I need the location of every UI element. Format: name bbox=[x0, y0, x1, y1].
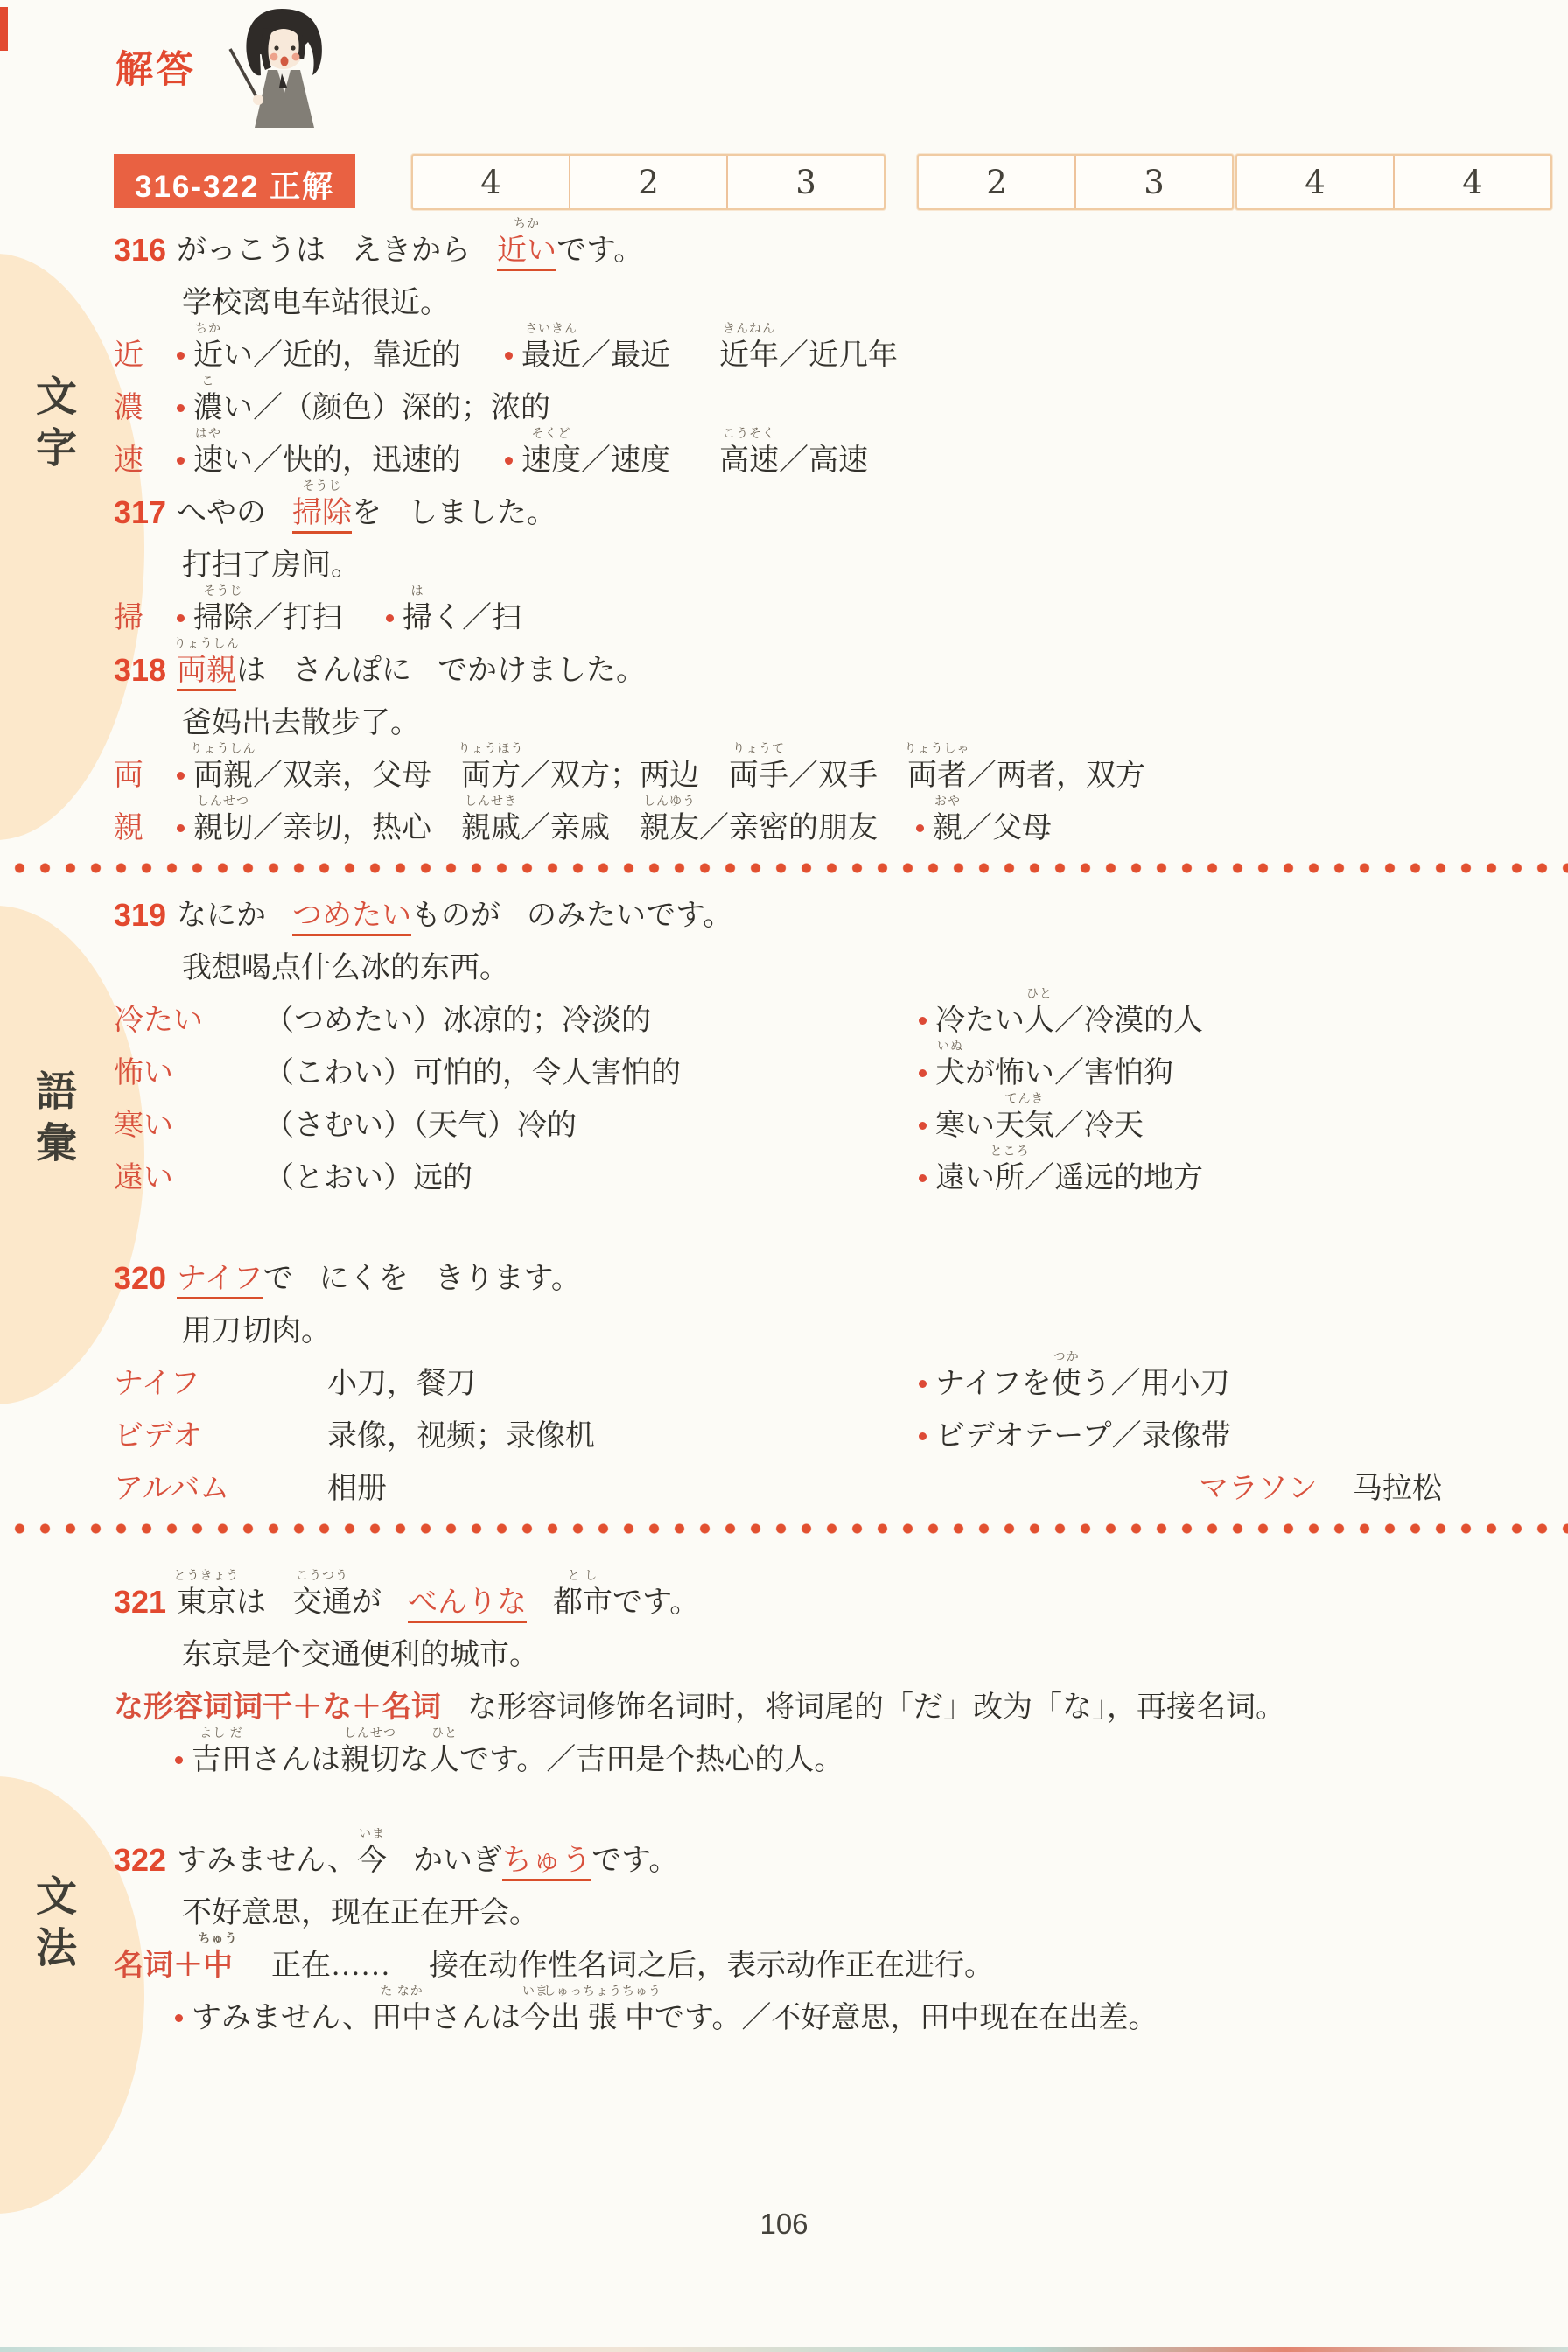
word: な形容词词干＋な＋名词 bbox=[114, 1690, 441, 1724]
dotted-divider bbox=[0, 862, 1568, 874]
furigana: こうつう bbox=[296, 1569, 348, 1583]
furigana: ちゅう bbox=[198, 1932, 238, 1946]
furigana: こうそく bbox=[723, 427, 775, 441]
ruby-word: 掃 は bbox=[402, 584, 432, 634]
furigana: つか bbox=[1053, 1350, 1080, 1364]
word: ／遥远的地方 bbox=[1025, 1161, 1203, 1194]
word: ／亲切，热心 bbox=[253, 811, 431, 844]
answer-cell: 3 bbox=[726, 156, 884, 208]
entry-right-column bbox=[919, 987, 1203, 1038]
furigana: いぬ bbox=[937, 1040, 963, 1054]
word: 接在动作性名词之后，表示动作正在进行。 bbox=[429, 1949, 994, 1982]
ruby-word: 吉田 よし だ bbox=[192, 1726, 251, 1776]
entry-left-column bbox=[264, 1109, 919, 1143]
entry-row bbox=[114, 1040, 1542, 1096]
word: ／近几年 bbox=[779, 339, 898, 372]
word: ／冷漠的人 bbox=[1054, 1004, 1203, 1037]
word: い／快的，迅速的 bbox=[223, 444, 461, 477]
ruby-word: 所 ところ bbox=[990, 1144, 1030, 1194]
bullet-dot-icon bbox=[386, 614, 394, 622]
word: 用刀切肉。 bbox=[182, 1314, 331, 1348]
teacher-girl-icon bbox=[215, 4, 346, 135]
word: 录像，视频；录像机 bbox=[327, 1419, 595, 1452]
word: 名词＋ bbox=[114, 1949, 203, 1982]
question-number: 318 bbox=[114, 651, 167, 688]
entry-headword: 冷たい bbox=[114, 1004, 203, 1037]
answer-range-badge: 316-322 正解 bbox=[114, 154, 355, 208]
ruby-word: 親 おや bbox=[933, 794, 962, 844]
word: マラソン bbox=[1199, 1472, 1318, 1505]
ruby-word: 出 張 中 しゅっちょうちゅう bbox=[543, 1984, 662, 2034]
word: 东京是个交通便利的城市。 bbox=[182, 1638, 539, 1671]
ruby-word: 親切 しんせつ bbox=[193, 794, 253, 844]
word: ／最近 bbox=[581, 339, 670, 372]
furigana: りょうて bbox=[732, 742, 785, 756]
word: は bbox=[236, 654, 266, 687]
bullet-dot-icon bbox=[919, 1069, 927, 1077]
word: ／打扫 bbox=[253, 601, 342, 634]
bullet-dot-icon bbox=[919, 1017, 927, 1025]
ruby-word: 東京 とうきょう bbox=[173, 1569, 240, 1619]
word: さんは bbox=[251, 1743, 340, 1776]
furigana: しゅっちょうちゅう bbox=[543, 1984, 662, 1998]
word: ／亲戚 bbox=[521, 811, 610, 844]
bullet-dot-icon bbox=[919, 1380, 927, 1388]
answer-cell: 4 bbox=[480, 163, 501, 201]
ruby-word: 今 いま bbox=[521, 1984, 551, 2034]
entry-left-column bbox=[264, 1056, 919, 1090]
furigana: りょうしゃ bbox=[904, 742, 970, 756]
word: 不好意思，现在正在开会。 bbox=[182, 1896, 539, 1929]
side-tab-goi: 語彙 bbox=[31, 1069, 77, 1172]
answer-group bbox=[411, 154, 886, 210]
translation-row bbox=[114, 273, 1542, 326]
word: ／双亲，父母 bbox=[253, 759, 431, 792]
question-number: 321 bbox=[114, 1583, 167, 1620]
ruby-word: 中 ちゅう bbox=[198, 1932, 238, 1982]
ruby-word: 速 はや bbox=[193, 427, 223, 477]
word: （こわい）可怕的，令人害怕的 bbox=[264, 1056, 681, 1089]
answer-cell: 2 bbox=[569, 156, 726, 208]
question-number: 320 bbox=[114, 1259, 167, 1296]
translation-row bbox=[114, 1883, 1542, 1936]
ruby-word: 最近 さいきん bbox=[522, 322, 581, 372]
word: ／双方；两边 bbox=[521, 759, 699, 792]
entry-right-column bbox=[919, 1350, 1230, 1401]
word: です。 bbox=[612, 1586, 700, 1619]
entry-headword: 遠い bbox=[114, 1161, 173, 1194]
page-edge-mark bbox=[0, 7, 8, 51]
answer-cell: 2 bbox=[986, 163, 1007, 201]
word: しました。 bbox=[408, 496, 556, 529]
word: ／高速 bbox=[779, 444, 868, 477]
furigana: よし だ bbox=[200, 1726, 243, 1740]
question-row bbox=[114, 637, 1542, 693]
word: きります。 bbox=[434, 1262, 581, 1295]
side-tab-moji: 文字 bbox=[31, 374, 77, 478]
ruby-word: 田中 た なか bbox=[372, 1984, 432, 2034]
word: でかけました。 bbox=[438, 654, 646, 687]
furigana: と し bbox=[567, 1569, 598, 1583]
word: がっこうは bbox=[177, 234, 326, 267]
furigana: きんねん bbox=[723, 322, 775, 336]
bullet-dot-icon bbox=[177, 352, 185, 360]
word: は bbox=[236, 1586, 266, 1619]
word: （つめたい）冰凉的；冷淡的 bbox=[264, 1004, 651, 1037]
ruby-word: 親友 しんゆう bbox=[640, 794, 699, 844]
entry-left-column bbox=[264, 1004, 919, 1038]
grammar-rule-row bbox=[114, 1677, 1542, 1730]
ruby-word: 犬 いぬ bbox=[935, 1040, 965, 1089]
answer-cell: 4 bbox=[1393, 156, 1550, 208]
side-tab-bunpo: 文法 bbox=[31, 1874, 77, 1978]
entry-row bbox=[114, 1406, 1542, 1459]
ruby-word: 今 いま bbox=[357, 1827, 388, 1877]
question-row bbox=[114, 480, 1542, 536]
entry-row bbox=[114, 1144, 1542, 1200]
word: ／双手 bbox=[788, 759, 878, 792]
furigana: しんせき bbox=[465, 794, 517, 808]
entry-right-column bbox=[1199, 1472, 1442, 1506]
ruby-word: 両親 りょうしん bbox=[190, 742, 256, 792]
furigana: てんき bbox=[1004, 1092, 1045, 1106]
entry-headword: 近 bbox=[114, 339, 144, 372]
question-number: 319 bbox=[114, 896, 167, 933]
word: ちゅう bbox=[502, 1844, 592, 1881]
ruby-word: 両者 りょうしゃ bbox=[904, 742, 970, 792]
bullet-dot-icon bbox=[175, 1756, 183, 1764]
furigana: いま bbox=[359, 1827, 386, 1841]
section-gap bbox=[114, 1782, 1542, 1830]
word: 小刀，餐刀 bbox=[327, 1367, 476, 1400]
word: です。／不好意思，田中现在在出差。 bbox=[654, 2001, 1158, 2034]
entry-row bbox=[114, 742, 1542, 798]
entry-row bbox=[114, 1350, 1542, 1406]
word: です。 bbox=[592, 1844, 679, 1877]
word: 马拉松 bbox=[1353, 1472, 1442, 1505]
word: のみたいです。 bbox=[527, 899, 733, 932]
furigana: おや bbox=[934, 794, 961, 808]
entry-right-column bbox=[919, 1144, 1203, 1195]
furigana: ひと bbox=[431, 1726, 458, 1740]
word: 正在…… bbox=[271, 1949, 390, 1982]
word: ／父母 bbox=[962, 811, 1052, 844]
answer-group bbox=[917, 154, 1234, 210]
bullet-dot-icon bbox=[919, 1174, 927, 1182]
entry-left-column bbox=[327, 1419, 919, 1453]
bullet-dot-icon bbox=[505, 457, 513, 465]
ruby-word: 人 ひと bbox=[1025, 987, 1054, 1037]
entry-right-column bbox=[919, 1419, 1231, 1453]
word: 学校离电车站很近。 bbox=[182, 286, 450, 319]
bullet-dot-icon bbox=[177, 824, 185, 832]
word: さんぽに bbox=[292, 654, 411, 687]
ruby-word: 掃除 そうじ bbox=[292, 496, 352, 534]
word: な形容词修饰名词时，将词尾的「だ」改为「な」，再接名词。 bbox=[467, 1690, 1285, 1724]
entry-row bbox=[114, 322, 1542, 378]
section-gap bbox=[114, 1200, 1542, 1249]
word: 打扫了房间。 bbox=[182, 549, 360, 582]
question-row bbox=[114, 1827, 1542, 1883]
ruby-word: 交通 こうつう bbox=[292, 1569, 352, 1619]
entry-left-column bbox=[327, 1472, 1199, 1506]
entry-headword: ナイフ bbox=[114, 1367, 200, 1400]
ruby-word: 両親 りょうしん bbox=[177, 654, 236, 691]
word: へやの bbox=[177, 496, 266, 529]
entry-left-column bbox=[327, 1367, 919, 1401]
furigana: しんゆう bbox=[643, 794, 696, 808]
page-number: 106 bbox=[760, 2208, 808, 2240]
word: ／亲密的朋友 bbox=[699, 811, 878, 844]
furigana: はや bbox=[195, 427, 221, 441]
word: にくを bbox=[318, 1262, 409, 1295]
bullet-dot-icon bbox=[177, 772, 185, 780]
ruby-word: 天気 てんき bbox=[995, 1092, 1054, 1142]
furigana: りょうほう bbox=[458, 742, 524, 756]
word: ナイフを bbox=[935, 1367, 1052, 1400]
word: 我想喝点什么冰的东西。 bbox=[182, 951, 509, 984]
ruby-word: 人 ひと bbox=[430, 1726, 459, 1776]
translation-row bbox=[114, 1625, 1542, 1677]
ruby-word: 近 ちか bbox=[193, 322, 223, 372]
entry-headword: 寒い bbox=[114, 1109, 173, 1142]
question-row bbox=[114, 886, 1542, 938]
furigana: りょうしん bbox=[173, 637, 240, 651]
bullet-dot-icon bbox=[175, 2014, 183, 2022]
ruby-word: 掃除 そうじ bbox=[193, 584, 253, 634]
word: さんは bbox=[431, 2001, 522, 2034]
word: 冷たい bbox=[935, 1004, 1025, 1037]
bullet-dot-icon bbox=[177, 457, 185, 465]
word: 遠い bbox=[935, 1161, 995, 1194]
ruby-word: 速度 そくど bbox=[522, 427, 581, 477]
entry-row bbox=[114, 1092, 1542, 1148]
furigana: こ bbox=[201, 374, 215, 388]
furigana: た なか bbox=[380, 1984, 424, 1998]
bullet-dot-icon bbox=[916, 824, 924, 832]
entry-headword: 怖い bbox=[114, 1056, 173, 1089]
word: （とおい）远的 bbox=[264, 1161, 472, 1194]
furigana: ところ bbox=[990, 1144, 1030, 1158]
ruby-word: 高速 こうそく bbox=[719, 427, 779, 477]
ruby-word: 両方 りょうほう bbox=[458, 742, 524, 792]
word: 爸妈出去散步了。 bbox=[182, 706, 420, 739]
entry-headword: ビデオ bbox=[114, 1419, 203, 1452]
answers-header-label: 解答 bbox=[116, 49, 196, 91]
question-number: 322 bbox=[114, 1841, 167, 1878]
furigana: とうきょう bbox=[173, 1569, 240, 1583]
word: な bbox=[400, 1743, 430, 1776]
furigana: いま bbox=[522, 1984, 550, 1998]
word: 寒い bbox=[935, 1109, 995, 1142]
furigana: さいきん bbox=[525, 322, 578, 336]
entry-row bbox=[114, 374, 1542, 430]
bullet-dot-icon bbox=[919, 1122, 927, 1130]
entry-row bbox=[114, 427, 1542, 483]
question-number: 316 bbox=[114, 231, 167, 268]
word: つめたい bbox=[292, 899, 411, 936]
furigana: しんせつ bbox=[197, 794, 249, 808]
word: なにか bbox=[177, 899, 266, 932]
word: です。 bbox=[556, 234, 644, 267]
scan-edge-artifact bbox=[0, 2347, 1568, 2352]
entry-row bbox=[114, 794, 1542, 850]
word: すみません、 bbox=[177, 1844, 358, 1877]
bullet-dot-icon bbox=[177, 614, 185, 622]
grammar-rule-row bbox=[114, 1932, 1542, 1988]
example-row bbox=[114, 1726, 1542, 1782]
entry-right-column bbox=[919, 1092, 1144, 1143]
question-row bbox=[114, 1249, 1542, 1301]
furigana: は bbox=[410, 584, 424, 598]
furigana: ちか bbox=[514, 217, 540, 231]
teacher-girl-illustration bbox=[215, 4, 346, 139]
ruby-word: 親戚 しんせき bbox=[461, 794, 521, 844]
word: を bbox=[352, 496, 382, 529]
ruby-word: 親切 しんせつ bbox=[340, 1726, 400, 1776]
word: べんりな bbox=[408, 1586, 527, 1623]
word: く／扫 bbox=[432, 601, 522, 634]
ruby-word: 近い ちか bbox=[497, 234, 556, 271]
question-number: 317 bbox=[114, 494, 167, 530]
ruby-word: 使 つか bbox=[1051, 1350, 1082, 1400]
furigana: しんせつ bbox=[344, 1726, 396, 1740]
word: が bbox=[352, 1586, 382, 1619]
word: い／（颜色）深的；浓的 bbox=[223, 391, 550, 424]
entry-headword: 掃 bbox=[114, 601, 144, 634]
word: ／冷天 bbox=[1054, 1109, 1144, 1142]
ruby-word: 都市 と し bbox=[553, 1569, 612, 1619]
answer-cell: 3 bbox=[1074, 156, 1232, 208]
word: すみません、 bbox=[192, 2001, 373, 2034]
furigana: そうじ bbox=[203, 584, 243, 598]
word: ナイフ bbox=[177, 1262, 263, 1299]
entry-headword: 濃 bbox=[114, 391, 144, 424]
translation-row bbox=[114, 938, 1542, 990]
ruby-word: 濃 こ bbox=[193, 374, 223, 424]
furigana: ちか bbox=[195, 322, 221, 336]
entry-headword: 親 bbox=[114, 811, 144, 844]
entry-headword: 速 bbox=[114, 444, 144, 477]
furigana: そうじ bbox=[302, 480, 342, 494]
question-row bbox=[114, 1569, 1542, 1625]
entry-headword: 両 bbox=[114, 759, 144, 792]
furigana: そくど bbox=[531, 427, 571, 441]
question-row bbox=[114, 217, 1542, 273]
section-gap bbox=[114, 1546, 1542, 1572]
word: い／近的，靠近的 bbox=[223, 339, 461, 372]
word: えきから bbox=[352, 234, 471, 267]
entry-row bbox=[114, 584, 1542, 640]
word: ビデオテープ／录像带 bbox=[935, 1419, 1231, 1452]
word: かいぎ bbox=[413, 1844, 503, 1877]
entry-row bbox=[114, 1459, 1542, 1511]
furigana: りょうしん bbox=[190, 742, 256, 756]
dotted-divider bbox=[0, 1522, 1568, 1535]
entry-headword: アルバム bbox=[114, 1472, 230, 1505]
word: 相册 bbox=[327, 1472, 387, 1505]
translation-row bbox=[114, 1301, 1542, 1354]
entry-right-column bbox=[919, 1040, 1173, 1090]
answer-group bbox=[1236, 154, 1552, 210]
entry-left-column bbox=[264, 1161, 919, 1195]
answer-explanations bbox=[0, 217, 1568, 2040]
word: が怖い／害怕狗 bbox=[965, 1056, 1173, 1089]
answer-cell: 4 bbox=[1305, 163, 1326, 201]
word: ／速度 bbox=[581, 444, 670, 477]
word: で bbox=[262, 1262, 293, 1295]
bullet-dot-icon bbox=[919, 1432, 927, 1440]
ruby-word: 両手 りょうて bbox=[729, 742, 788, 792]
word: （さむい）（天气）冷的 bbox=[264, 1109, 577, 1142]
word: です。／吉田是个热心的人。 bbox=[459, 1743, 844, 1776]
translation-row bbox=[114, 693, 1542, 746]
word: ものが bbox=[411, 899, 500, 932]
word: う／用小刀 bbox=[1081, 1367, 1230, 1400]
translation-row bbox=[114, 536, 1542, 588]
word: ／两者，双方 bbox=[967, 759, 1145, 792]
ruby-word: 近年 きんねん bbox=[719, 322, 779, 372]
entry-row bbox=[114, 987, 1542, 1043]
example-row bbox=[114, 1984, 1542, 2040]
furigana: ひと bbox=[1026, 987, 1053, 1001]
bullet-dot-icon bbox=[177, 404, 185, 412]
bullet-dot-icon bbox=[505, 352, 513, 360]
